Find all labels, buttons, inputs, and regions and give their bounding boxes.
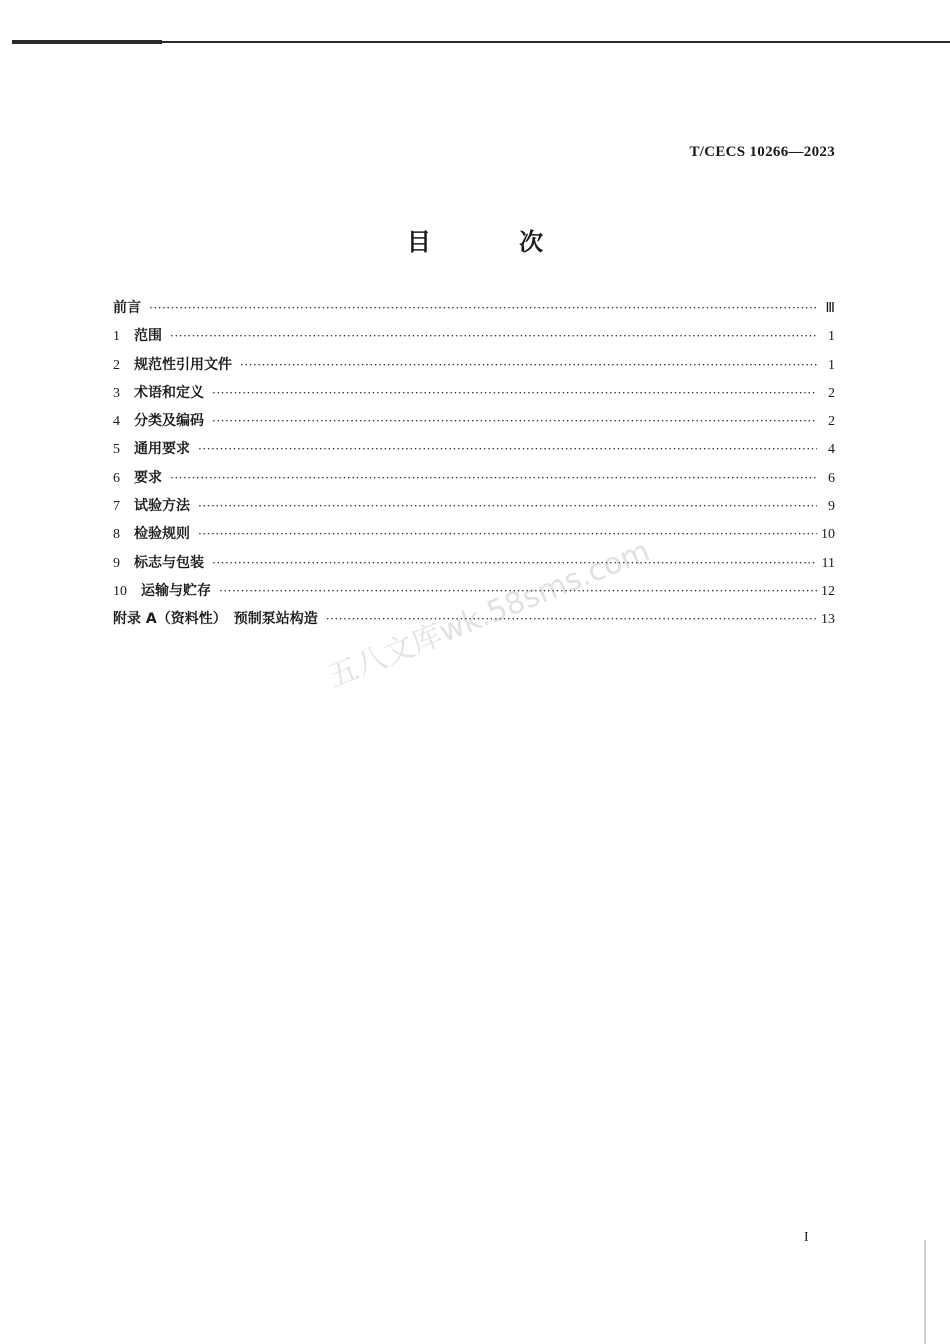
table-of-contents: [113, 297, 835, 637]
toc-entry-title: 通用要求: [134, 441, 190, 458]
toc-entry-title: 前言: [113, 300, 141, 316]
toc-dot-leader: [240, 358, 817, 372]
toc-entry-page: 2: [828, 414, 835, 430]
toc-dot-leader: [170, 471, 817, 485]
toc-entry-title: 试验方法: [134, 498, 190, 515]
toc-entry-number: 5: [113, 442, 120, 458]
toc-dot-leader: [212, 556, 817, 570]
watermark: 五八文库wk.58sms.com: [322, 533, 655, 695]
toc-entry-page: 10: [821, 527, 835, 543]
toc-entry-page: 9: [828, 499, 835, 515]
toc-entry[interactable]: [113, 354, 835, 382]
toc-entry-page: 6: [828, 470, 835, 486]
toc-entry-number: 4: [113, 414, 120, 430]
toc-entry-number: 7: [113, 499, 120, 515]
toc-entry-page: 2: [828, 385, 835, 401]
toc-entry-title: 范围: [134, 328, 162, 345]
page-title: 目 次: [406, 228, 584, 256]
toc-entry-number: 9: [113, 555, 120, 571]
toc-entry-page: 13: [821, 612, 835, 628]
toc-dot-leader: [198, 499, 817, 513]
toc-entry-page: 1: [828, 329, 835, 345]
toc-entry-title: 要求: [134, 469, 162, 486]
toc-entry[interactable]: [113, 467, 835, 495]
toc-entry-title: 运输与贮存: [141, 582, 211, 599]
toc-entry-number: 6: [113, 470, 120, 486]
toc-entry-title: 标志与包装: [134, 554, 204, 571]
toc-entry-number: 10: [113, 583, 127, 599]
page-number: I: [804, 1230, 809, 1245]
toc-entry-number: 3: [113, 385, 120, 401]
toc-entry[interactable]: [113, 495, 835, 523]
toc-entry[interactable]: [113, 410, 835, 438]
toc-entry-title: 附录 A（资料性） 预制泵站构造: [113, 611, 318, 628]
toc-dot-leader: [170, 329, 817, 343]
toc-dot-leader: [149, 301, 817, 315]
toc-entry[interactable]: [113, 382, 835, 410]
toc-entry-page: 4: [828, 442, 835, 458]
toc-entry[interactable]: [113, 523, 835, 551]
toc-entry-title: 分类及编码: [134, 413, 204, 430]
top-rule-accent: [12, 40, 162, 44]
scan-edge: [924, 1240, 926, 1344]
toc-entry-page: 1: [828, 357, 835, 373]
toc-entry[interactable]: [113, 552, 835, 580]
toc-entry-title: 术语和定义: [134, 384, 204, 401]
toc-entry-number: 1: [113, 329, 120, 345]
toc-dot-leader: [198, 442, 817, 456]
toc-entry[interactable]: [113, 325, 835, 353]
toc-entry-page: Ⅲ: [825, 301, 835, 316]
toc-entry-page: 11: [821, 555, 835, 571]
toc-entry-number: 2: [113, 357, 120, 373]
standard-number: T/CECS 10266—2023: [689, 144, 835, 160]
toc-entry-number: 8: [113, 527, 120, 543]
toc-entry-page: 12: [821, 583, 835, 599]
toc-entry[interactable]: [113, 297, 835, 325]
toc-dot-leader: [212, 386, 817, 400]
toc-entry-title: 规范性引用文件: [134, 356, 232, 373]
toc-dot-leader: [198, 527, 817, 541]
toc-entry[interactable]: [113, 438, 835, 466]
toc-entry-title: 检验规则: [134, 526, 190, 543]
toc-dot-leader: [212, 414, 817, 428]
